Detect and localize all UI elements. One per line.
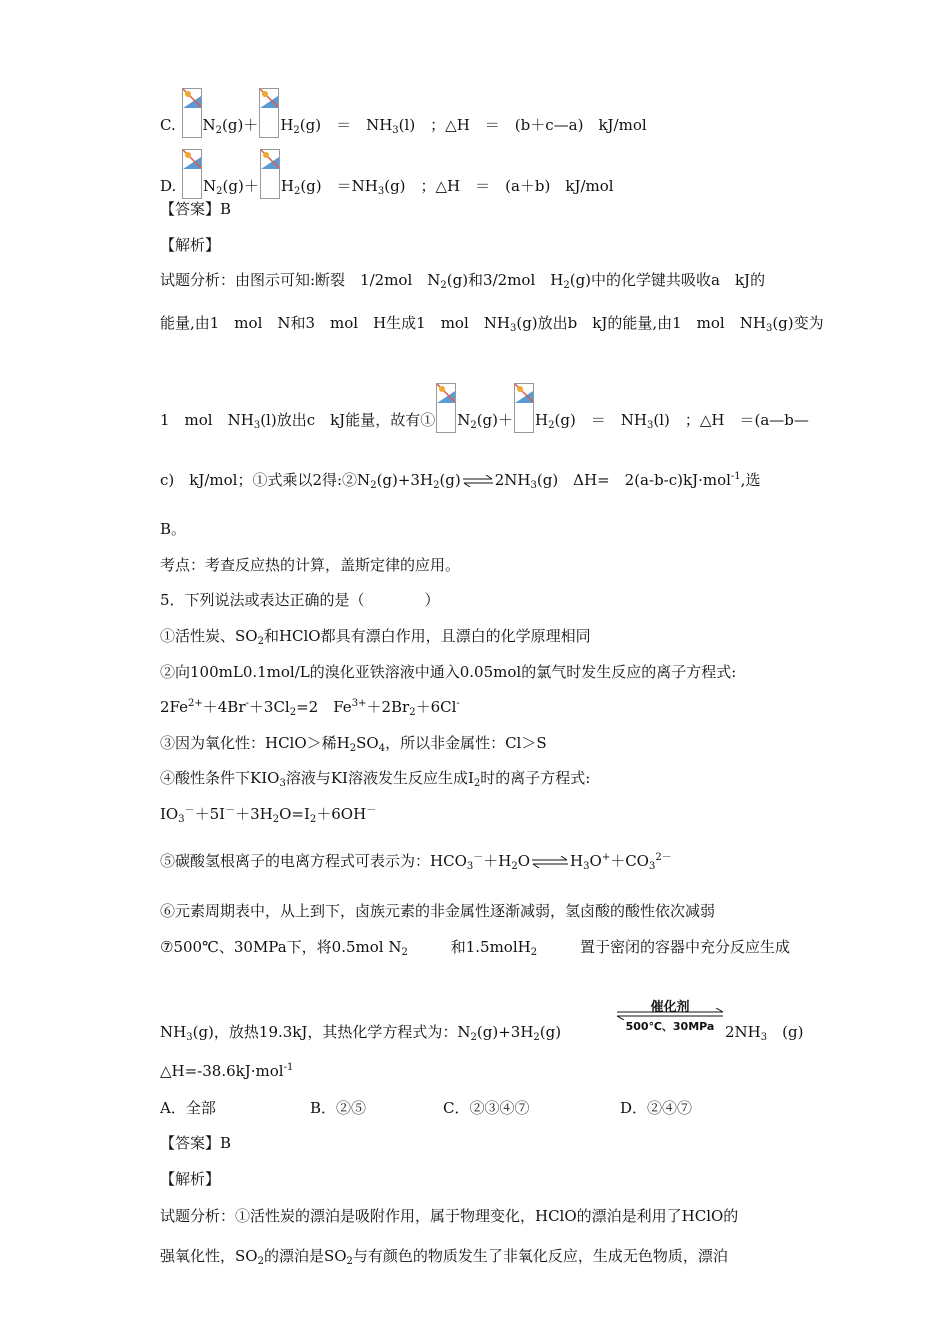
q5-statement-7-equation-end: $2NH_3$ (g) [725,1023,804,1043]
q5-analysis-line-2: 强氧化性，$SO_2$的漂泊是$SO_2$与有颜色的物质发生了非氧化反应，生成无色物质，漂泊 [160,1247,728,1267]
q4-analysis-line-4: c) kJ/mol；①式乘以2得$:②N_2(g)+3H_2(g)$ $2NH_3(g)$ ΔH= 2(a-b-c)kJ·mol$^{-1}$,选 [160,471,761,491]
fraction-image-placeholder [259,88,279,138]
q5-option-a: A．全部 [160,1099,216,1117]
fraction-image-placeholder [182,149,202,199]
equilibrium-arrow-icon [532,856,568,868]
q4-exam-point: 考点：考查反应热的计算，盖斯定律的应用。 [160,556,461,574]
equilibrium-arrow-icon [463,475,493,487]
q5-answer: 【答案】B [160,1134,232,1152]
q5-statement-1: ①活性炭、$SO_2$和HClO都具有漂白作用，且漂白的化学原理相同 [160,627,591,647]
conditions-label: 500℃、30MPa [625,1020,715,1033]
q4-analysis-head: 【解析】 [160,236,221,254]
catalyst-equilibrium-arrow [615,996,725,1036]
fraction-image-placeholder [514,383,534,433]
q4-analysis-line-5: B。 [160,520,187,538]
option-d-line: D. $N_2(g)+$ $H_2(g)$ $=NH_3(g)$ ；△H ＝ (a＋b) kJ/mol [160,149,614,199]
option-c-line: C. $N_2(g)+$ $H_2(g)$ ＝ $NH_3(l)$ ；△H ＝ (b＋c—a) kJ/mol [160,88,647,138]
q5-stem: 5．下列说法或表达正确的是（ ） [160,591,440,609]
q5-statement-6: ⑥元素周期表中，从上到下，卤族元素的非金属性逐渐减弱，氢卤酸的酸性依次减弱 [160,902,716,920]
q5-option-c: C．②③④⑦ [443,1099,530,1117]
q5-option-d: D．②④⑦ [620,1099,693,1117]
fraction-image-placeholder [182,88,202,138]
q5-statement-3: ③因为氧化性：HClO＞稀$H_2SO_4$，所以非金属性：Cl＞S [160,734,547,754]
q5-analysis-line-1: 试题分析：①活性炭的漂泊是吸附作用，属于物理变化，HClO的漂泊是利用了HClO的 [160,1207,739,1225]
fraction-image-placeholder [436,383,456,433]
q5-analysis-head: 【解析】 [160,1170,221,1188]
q5-statement-5: ⑤碳酸氢根离子的电离方程式可表示为：$HCO_3^-+H_2O$ $H_3O^++CO_3^{2-}$ [160,852,672,872]
q5-statement-4: ④酸性条件下$KIO_3$溶液与KI溶液发生反应生成$I_2$时的离子方程式: [160,769,591,789]
q4-analysis-line-1: 试题分析：由图示可知:断裂 1/2mol $N_2(g)$和3/2mol $H_2(g)$中的化学键共吸收a kJ的 [160,271,766,291]
q5-statement-2-equation: $2Fe^{2+}+4Br^-+3Cl_2=2$ $Fe^{3+}+2Br_2+6Cl^-$ [160,698,460,718]
q4-analysis-line-3: 1 mol $NH_3(l)$放出c kJ能量，故有① $N_2(g)+$ $H_2(g)$ ＝ $NH_3(l)$ ；△H ＝(a—b— [160,383,809,433]
q5-statement-7-enthalpy: △H=-38.6kJ·mol$^{-1}$ [160,1062,294,1080]
catalyst-label: 催化剂 [650,1000,690,1015]
q5-statement-7: ⑦500℃、30MPa下，将0.5mol $N_2$ 和1.5molH$_2$ 置于密闭的容器中充分反应生成 [160,938,790,958]
q5-option-b: B．②⑤ [310,1099,367,1117]
q4-analysis-line-2: 能量,由1 mol N和3 mol H生成1 mol $NH_3(g)$放出b kJ的能量,由1 mol $NH_3(g)$变为 [160,314,824,334]
fraction-image-placeholder [260,149,280,199]
q4-answer: 【答案】B [160,200,232,218]
q5-statement-2: ②向100mL0.1mol/L的溴化亚铁溶液中通入0.05mol的氯气时发生反应的离子方程式: [160,663,737,681]
q5-statement-7-equation-start: $NH_3(g)$，放热19.3kJ，其热化学方程式为：$N_2(g)+3H_2(g)$ [160,1023,562,1043]
q5-statement-4-equation: $IO_3^-+5I^-+3H_2O=I_2+6OH^-$ [160,805,377,825]
